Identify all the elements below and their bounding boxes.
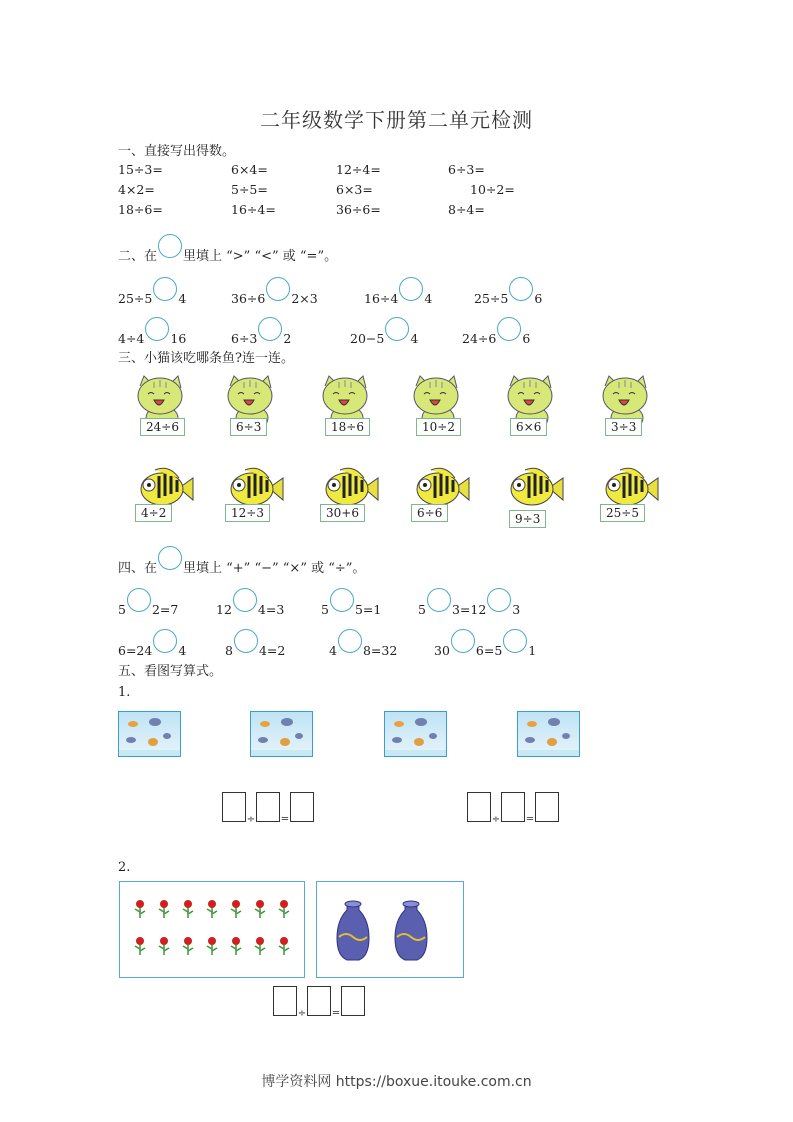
expression-part: 8: [225, 643, 233, 658]
flower-icon: [183, 900, 193, 918]
fish-picture[interactable]: [505, 462, 575, 528]
expression-part: 2×3: [291, 291, 318, 306]
arithmetic-problem: 15÷3=: [118, 162, 163, 177]
expression-part: 4: [424, 291, 433, 306]
fish-icon: [505, 462, 565, 512]
answer-circle[interactable]: [338, 629, 362, 653]
flower-icon: [183, 937, 193, 955]
circle-problem: [118, 594, 178, 618]
cat-picture[interactable]: [500, 372, 570, 442]
arithmetic-problem: 12÷4=: [336, 162, 381, 177]
answer-circle[interactable]: [503, 629, 527, 653]
answer-circle[interactable]: [399, 277, 423, 301]
expression-part: 2=7: [151, 602, 179, 617]
vases-picture: [316, 881, 464, 978]
arithmetic-problem: 6÷3=: [448, 162, 485, 177]
flower-icon: [135, 937, 145, 955]
page-title: 二年级数学下册第二单元检测: [260, 108, 533, 132]
circle-problem: [350, 323, 418, 347]
arithmetic-problem: 16÷4=: [231, 202, 276, 217]
flower-icon: [279, 937, 289, 955]
answer-circle[interactable]: [258, 317, 282, 341]
answer-circle[interactable]: [266, 277, 290, 301]
expression-part: 4: [410, 331, 419, 346]
answer-circle[interactable]: [509, 277, 533, 301]
flower-icon: [279, 900, 289, 918]
fish-tank-icon: [250, 711, 313, 757]
expression-part: 5: [321, 602, 329, 617]
circle-problem: [418, 594, 520, 618]
cat-label: 3÷3: [605, 418, 642, 436]
flower-icon: [231, 937, 241, 955]
heading-part: 里填上 “>” “<” 或 “=”。: [183, 249, 338, 264]
circle-problem: [118, 635, 186, 659]
fish-picture[interactable]: [225, 462, 295, 528]
circle-problem: [225, 635, 285, 659]
answer-circle[interactable]: [427, 588, 451, 612]
circle-problem: [321, 594, 381, 618]
expression-part: 30: [434, 643, 450, 658]
expression-part: 3=12: [451, 602, 487, 617]
circle-problem: [434, 635, 536, 659]
answer-circle[interactable]: [127, 588, 151, 612]
fish-picture[interactable]: [320, 462, 390, 528]
answer-circle[interactable]: [145, 317, 169, 341]
circle-problem: [231, 323, 291, 347]
cat-picture[interactable]: [406, 372, 476, 442]
operator: ÷: [297, 1007, 307, 1019]
flower-icon: [159, 937, 169, 955]
cat-picture[interactable]: [595, 372, 665, 442]
circle-problem: [216, 594, 284, 618]
answer-box[interactable]: [535, 792, 559, 822]
expression-part: 5: [118, 602, 126, 617]
expression-part: 4: [329, 643, 337, 658]
operator: =: [331, 1007, 341, 1019]
heading-part: 二、在: [118, 249, 158, 264]
answer-circle[interactable]: [497, 317, 521, 341]
answer-circle[interactable]: [153, 629, 177, 653]
section-3-heading: 三、小猫该吃哪条鱼?连一连。: [118, 351, 294, 366]
expression-part: 16: [170, 331, 187, 346]
expression-part: 3: [512, 602, 521, 617]
circle-problem: [329, 635, 397, 659]
fish-label: 4÷2: [135, 504, 172, 522]
answer-circle-icon: [158, 234, 182, 258]
arithmetic-problem: 10÷2=: [470, 182, 515, 197]
circle-problem: [118, 283, 186, 307]
answer-circle[interactable]: [451, 629, 475, 653]
answer-circle[interactable]: [330, 588, 354, 612]
cat-label: 18÷6: [325, 418, 370, 436]
answer-circle[interactable]: [153, 277, 177, 301]
expression-part: 20−5: [350, 331, 385, 346]
section-1-heading: 一、直接写出得数。: [118, 144, 236, 159]
answer-circle[interactable]: [487, 588, 511, 612]
equation-boxes: [467, 792, 559, 825]
answer-circle[interactable]: [234, 629, 258, 653]
fish-label: 9÷3: [509, 510, 546, 528]
equation-boxes: [273, 986, 365, 1019]
section-2-heading: [118, 240, 337, 264]
section-5-heading: 五、看图写算式。: [118, 664, 223, 679]
problem-2-label: 2.: [118, 860, 131, 875]
expression-part: 6: [534, 291, 543, 306]
expression-part: 4=2: [258, 643, 286, 658]
flower-icon: [135, 900, 145, 918]
heading-part: 里填上 “+” “−” “×” 或 “÷”。: [183, 561, 366, 576]
circle-problem: [364, 283, 432, 307]
problem-1-label: 1.: [118, 685, 131, 700]
expression-part: 24÷6: [462, 331, 497, 346]
expression-part: 16÷4: [364, 291, 399, 306]
cat-label: 6÷3: [230, 418, 267, 436]
circle-problem: [118, 323, 186, 347]
fish-tank-icon: [517, 711, 580, 757]
flower-icon: [207, 937, 217, 955]
circle-problem: [231, 283, 318, 307]
flower-icon: [255, 900, 265, 918]
arithmetic-problem: 5÷5=: [231, 182, 268, 197]
cat-label: 10÷2: [416, 418, 461, 436]
vases-icon: [317, 882, 463, 977]
cat-label: 24÷6: [140, 418, 185, 436]
arithmetic-problem: 36÷6=: [336, 202, 381, 217]
flower-icon: [231, 900, 241, 918]
expression-part: 4÷4: [118, 331, 145, 346]
fish-picture[interactable]: [600, 462, 670, 528]
cat-picture[interactable]: [315, 372, 385, 442]
circle-problem: [474, 283, 542, 307]
answer-box[interactable]: [467, 792, 491, 822]
expression-part: 6=5: [475, 643, 503, 658]
answer-box[interactable]: [273, 986, 297, 1016]
expression-part: 25÷5: [474, 291, 509, 306]
fish-label: 6÷6: [411, 504, 448, 522]
fish-label: 30+6: [320, 504, 365, 522]
expression-part: 4: [178, 643, 187, 658]
operator: =: [280, 813, 290, 825]
answer-box[interactable]: [290, 792, 314, 822]
flower-icon: [159, 900, 169, 918]
cat-picture[interactable]: [220, 372, 290, 442]
fish-tank-icon: [384, 711, 447, 757]
expression-part: 1: [528, 643, 537, 658]
flower-icon: [207, 900, 217, 918]
circle-problem: [462, 323, 530, 347]
answer-box[interactable]: [307, 986, 331, 1016]
flowers-picture: [119, 881, 305, 978]
fish-label: 12÷3: [225, 504, 270, 522]
expression-part: 6÷3: [231, 331, 258, 346]
operator: ÷: [246, 813, 256, 825]
answer-box[interactable]: [501, 792, 525, 822]
arithmetic-problem: 8÷4=: [448, 202, 485, 217]
answer-circle-icon: [158, 546, 182, 570]
answer-box[interactable]: [341, 986, 365, 1016]
answer-box[interactable]: [256, 792, 280, 822]
expression-part: 6: [522, 331, 531, 346]
expression-part: 2: [283, 331, 292, 346]
expression-part: 6=24: [118, 643, 153, 658]
fish-tank-icon: [118, 711, 181, 757]
fish-picture[interactable]: [411, 462, 481, 528]
footer-watermark: 博学资料网 https://boxue.itouke.com.cn: [261, 1074, 532, 1090]
expression-part: 8=32: [362, 643, 398, 658]
expression-part: 5=1: [354, 602, 382, 617]
flowers-icon: [120, 882, 304, 977]
fish-picture[interactable]: [135, 462, 205, 528]
arithmetic-problem: 6×3=: [336, 182, 373, 197]
expression-part: 12: [216, 602, 232, 617]
flower-icon: [255, 937, 265, 955]
fish-label: 25÷5: [600, 504, 645, 522]
answer-circle[interactable]: [233, 588, 257, 612]
cat-label: 6×6: [510, 418, 547, 436]
operator: ÷: [491, 813, 501, 825]
arithmetic-problem: 6×4=: [231, 162, 268, 177]
expression-part: 4: [178, 291, 187, 306]
cat-picture[interactable]: [130, 372, 200, 442]
arithmetic-problem: 18÷6=: [118, 202, 163, 217]
expression-part: 4=3: [257, 602, 285, 617]
equation-boxes: [222, 792, 314, 825]
heading-part: 四、在: [118, 561, 158, 576]
section-4-heading: [118, 552, 365, 576]
expression-part: 36÷6: [231, 291, 266, 306]
expression-part: 25÷5: [118, 291, 153, 306]
expression-part: 5: [418, 602, 426, 617]
answer-box[interactable]: [222, 792, 246, 822]
operator: =: [525, 813, 535, 825]
arithmetic-problem: 4×2=: [118, 182, 155, 197]
answer-circle[interactable]: [385, 317, 409, 341]
